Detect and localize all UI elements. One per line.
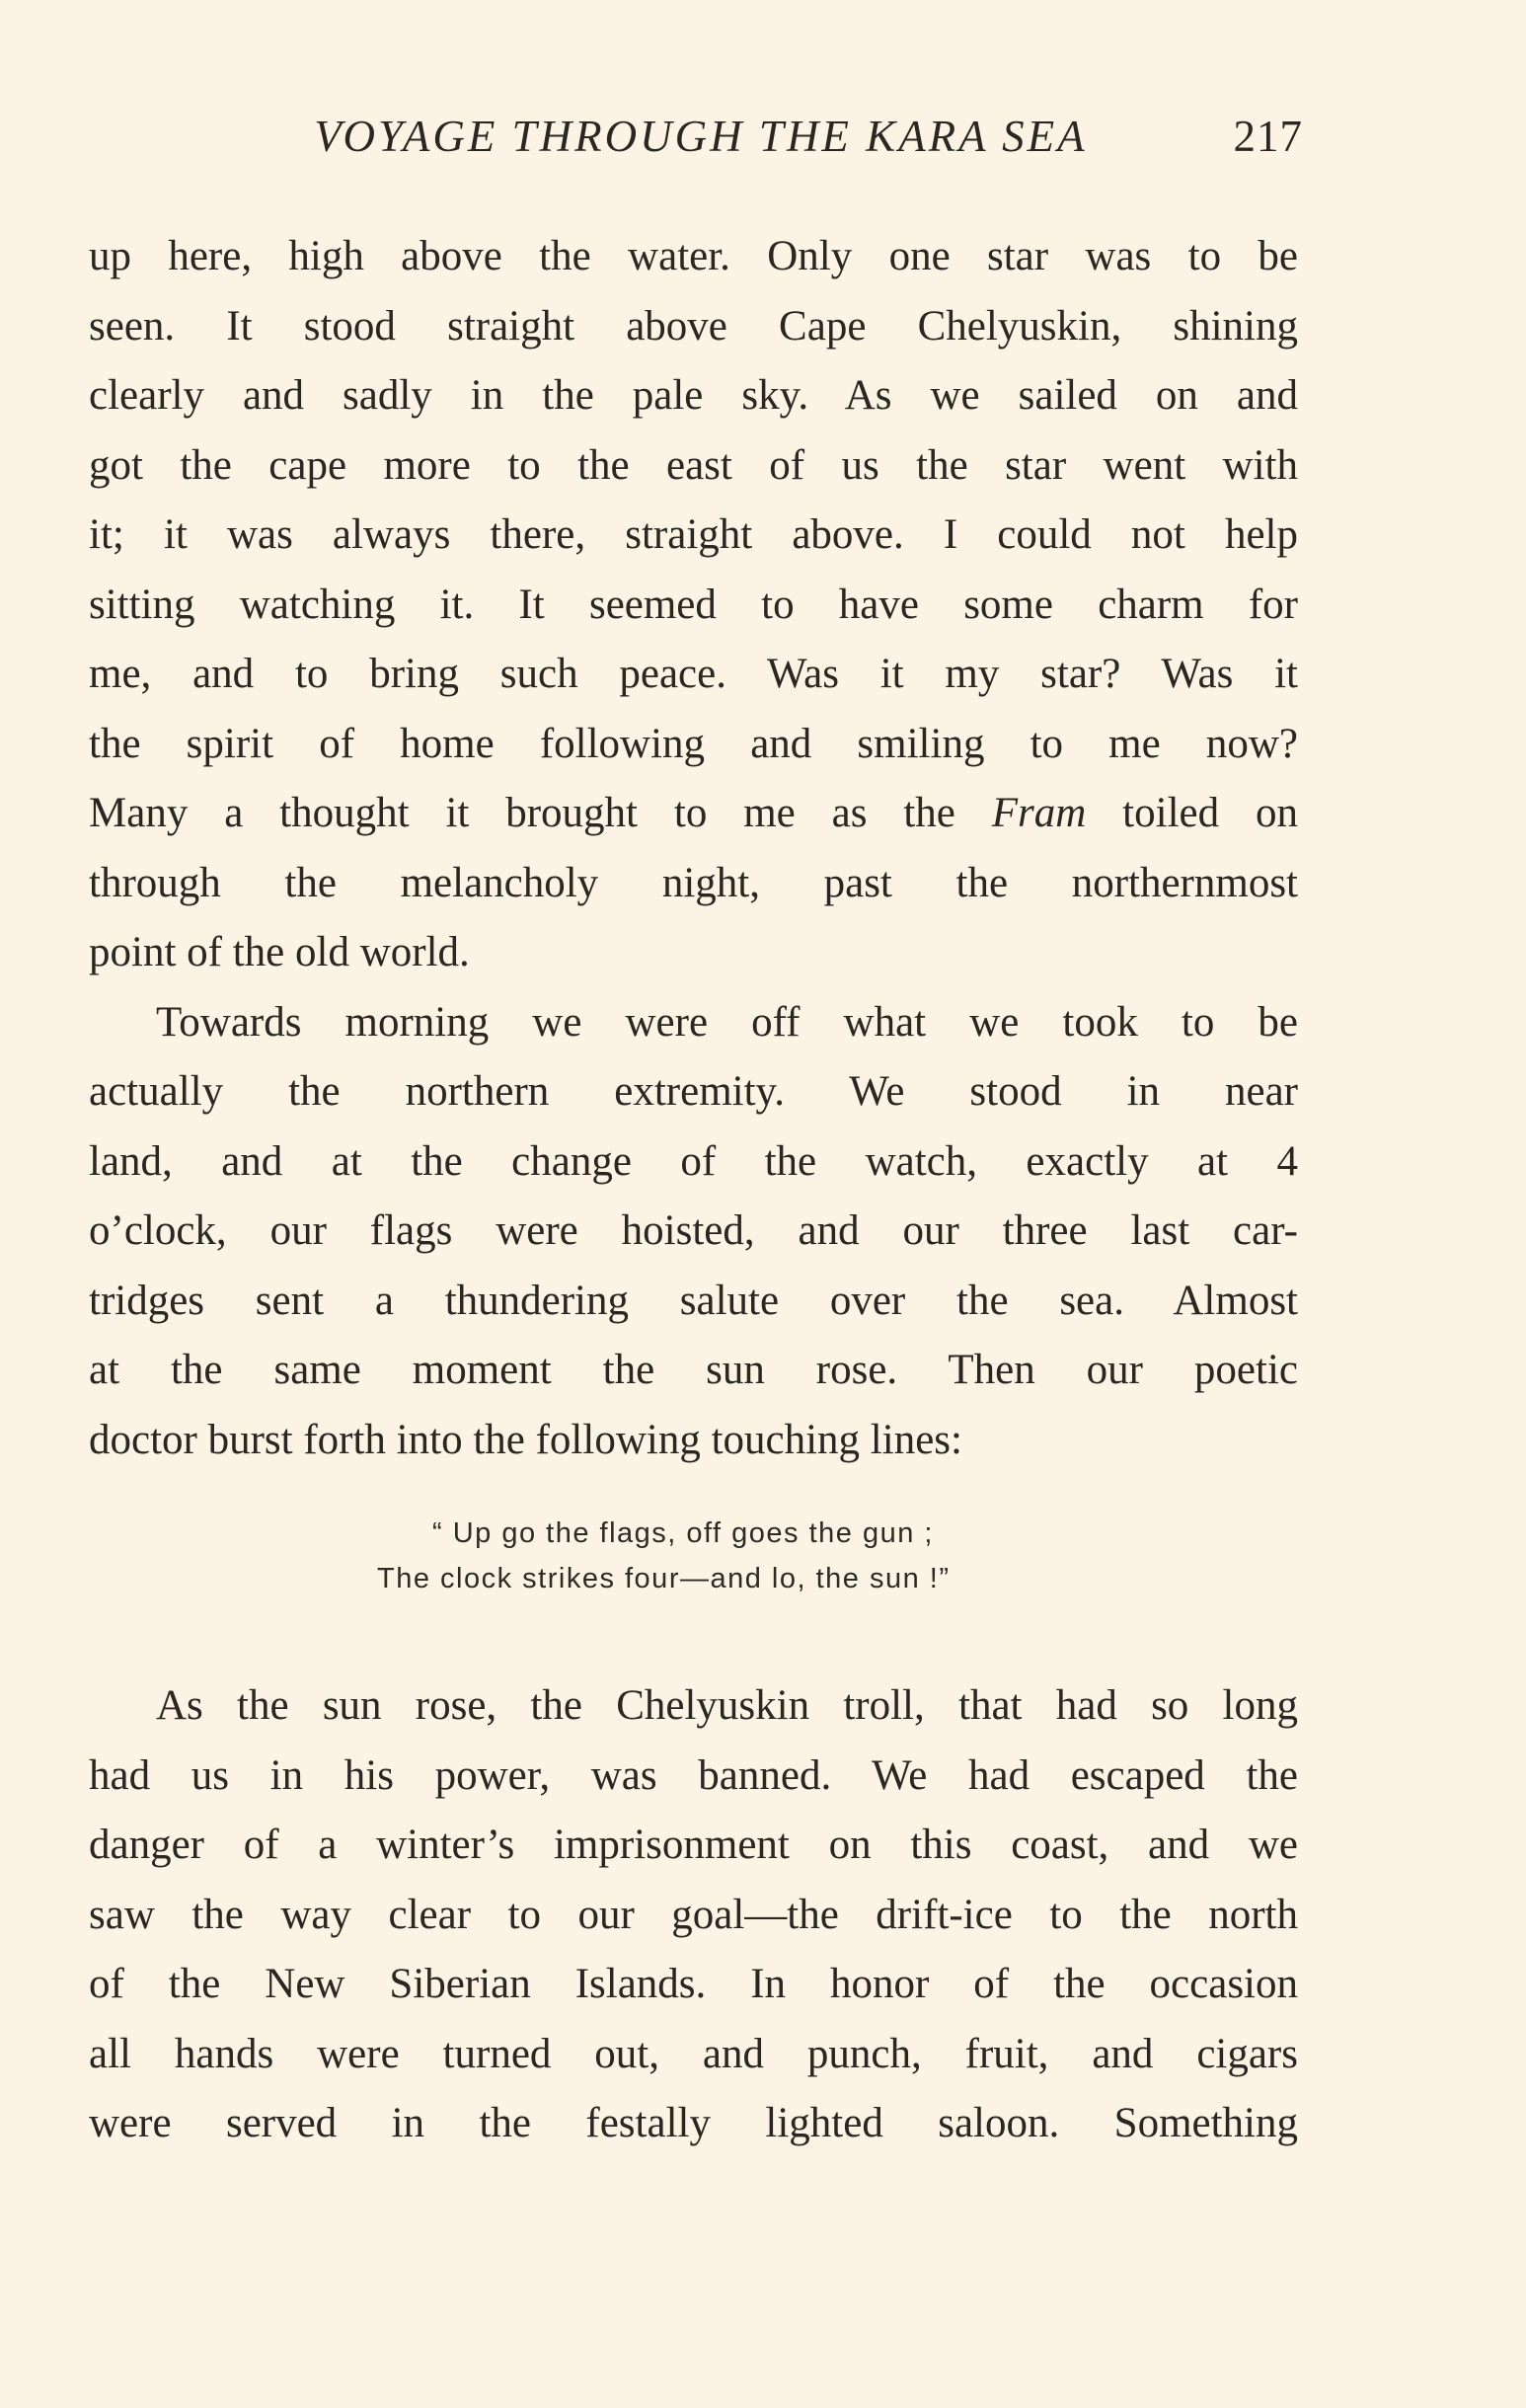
- running-head: [89, 107, 1303, 166]
- text-line: me, and to bring such peace. Was it my star? Was it: [89, 651, 1298, 697]
- verse-line: “ Up go the flags, off goes the gun ;: [432, 1517, 934, 1549]
- ship-name: Fram: [991, 790, 1087, 836]
- text-line: got the cape more to the east of us the star went with: [89, 441, 1298, 489]
- text-line: had us in his power, was banned. We had escaped the: [89, 1751, 1298, 1799]
- text-line: saw the way clear to our goal—the drift-ice to the north: [89, 1891, 1298, 1938]
- running-title: VOYAGE THROUGH THE KARA SEA: [314, 112, 1088, 161]
- text-line-with-ship-name: [89, 779, 1298, 849]
- text-line: the spirit of home following and smiling to me now?: [89, 720, 1298, 767]
- body-text-upper: [89, 222, 1298, 1475]
- text-line: seen. It stood straight above Cape Chelyuskin, shining: [89, 302, 1298, 350]
- verse-quote: [89, 1511, 1298, 1601]
- text-line: clearly and sadly in the pale sky. As we sailed on and: [89, 372, 1298, 419]
- text-line: sitting watching it. It seemed to have some charm for: [89, 581, 1298, 628]
- text-line: point of the old world.: [89, 929, 470, 975]
- text-line: As the sun rose, the Chelyuskin troll, that had so long: [156, 1682, 1298, 1729]
- text-line: at the same moment the sun rose. Then our poetic: [89, 1347, 1298, 1393]
- text-line: were served in the festally lighted saloon. Something: [89, 2100, 1298, 2146]
- text-line: land, and at the change of the watch, exactly at 4: [89, 1137, 1298, 1185]
- text-line: danger of a winter’s imprisonment on this coast, and we: [89, 1822, 1298, 1868]
- text-line: tridges sent a thundering salute over the sea. Almost: [89, 1277, 1298, 1324]
- text-line: doctor burst forth into the following touching lines:: [89, 1416, 962, 1463]
- text-line: of the New Siberian Islands. In honor of the occasion: [89, 1961, 1298, 2007]
- text-fragment: Many a thought it brought to me as the: [89, 790, 992, 836]
- text-line: up here, high above the water. Only one star was to be: [89, 233, 1298, 279]
- page-number: 217: [1233, 112, 1303, 161]
- text-line: through the melancholy night, past the northernmost: [89, 859, 1298, 906]
- text-line: it; it was always there, straight above. I could not help: [89, 511, 1298, 558]
- text-line: actually the northern extremity. We stood in near: [89, 1068, 1298, 1115]
- text-fragment: toiled on: [1086, 790, 1298, 836]
- verse-line: The clock strikes four—and lo, the sun !”: [377, 1563, 951, 1594]
- text-line: all hands were turned out, and punch, fruit, and cigars: [89, 2030, 1298, 2077]
- text-line: Towards morning we were off what we took to be: [156, 998, 1298, 1046]
- body-text-lower: [89, 1671, 1298, 2159]
- text-line: o’clock, our flags were hoisted, and our three last car-: [89, 1207, 1298, 1254]
